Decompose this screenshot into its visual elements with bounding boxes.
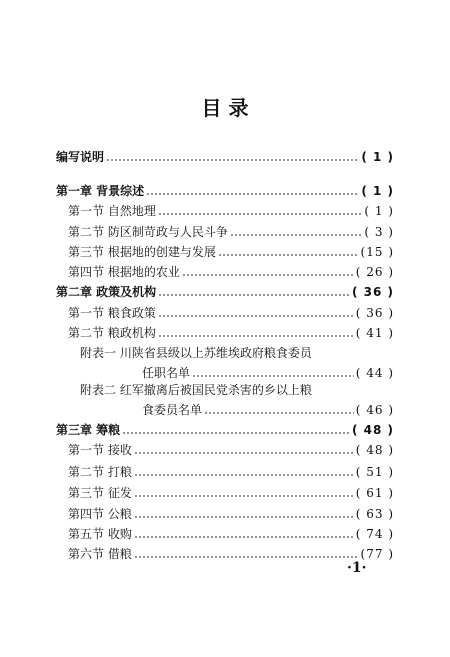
toc-entry-page: ( 1 ) <box>364 204 394 218</box>
toc-entry-section <box>68 265 394 279</box>
toc-entry-label: 第二节 粮政机构 <box>68 326 156 340</box>
leader-dots <box>134 556 359 558</box>
toc-entry-label: 第三章 筹粮 <box>56 423 121 437</box>
toc-entry-appendix-2 <box>142 403 394 417</box>
toc-entry-page: ( 63 ) <box>355 507 394 521</box>
leader-dots <box>122 432 350 434</box>
toc-entry-chapter-3 <box>56 423 394 437</box>
leader-dots <box>204 412 354 414</box>
page-title: 目 录 <box>201 96 249 120</box>
leader-dots <box>146 193 359 195</box>
toc-entry-label: 第一节 接收 <box>68 443 132 457</box>
toc-entry-label: 第四节 根据地的农业 <box>68 265 180 279</box>
toc-entry-section <box>68 225 394 239</box>
leader-dots <box>158 315 354 317</box>
toc-entry-label: 食委员名单 <box>142 403 203 417</box>
leader-dots <box>158 294 350 296</box>
toc-entry-label: 第二节 打粮 <box>68 465 132 479</box>
toc-entry-label: 第二节 防区制苛政与人民斗争 <box>68 225 228 239</box>
toc-appendix-2-line1: 附表二 红军撤离后被国民党杀害的乡以上粮 <box>80 383 312 397</box>
toc-entry-page: ( 36 ) <box>355 306 394 320</box>
toc-entry-page: ( 51 ) <box>355 465 394 479</box>
toc-entry-preface <box>56 150 394 164</box>
toc-entry-section <box>68 443 394 457</box>
toc-entry-section <box>68 326 394 340</box>
leader-dots <box>134 536 354 538</box>
leader-dots <box>218 254 359 256</box>
toc-entry-page: (77 ) <box>360 547 394 561</box>
leader-dots <box>182 274 354 276</box>
toc-entry-page: ( 1 ) <box>361 150 394 164</box>
leader-dots <box>230 234 363 236</box>
leader-dots <box>134 495 354 497</box>
toc-entry-page: ( 26 ) <box>355 265 394 279</box>
leader-dots <box>192 375 354 377</box>
toc-entry-page: ( 74 ) <box>355 527 394 541</box>
toc-entry-page: ( 41 ) <box>355 326 394 340</box>
toc-entry-page: ( 48 ) <box>351 423 394 437</box>
toc-entry-section <box>68 245 394 259</box>
toc-entry-page: (15 ) <box>360 245 394 259</box>
page-number: ·1· <box>347 560 367 576</box>
toc-entry-label: 第五节 收购 <box>68 527 132 541</box>
toc-entry-chapter-2 <box>56 285 394 299</box>
toc-entry-label: 第四节 公粮 <box>68 507 132 521</box>
toc-entry-section <box>68 507 394 521</box>
toc-entry-label: 第三节 征发 <box>68 486 132 500</box>
toc-entry-label: 第二章 政策及机构 <box>56 285 157 299</box>
toc-entry-page: ( 3 ) <box>364 225 394 239</box>
toc-entry-page: ( 36 ) <box>351 285 394 299</box>
toc-entry-label: 第六节 借粮 <box>68 547 132 561</box>
leader-dots <box>106 159 359 161</box>
toc-entry-label: 编写说明 <box>56 150 105 164</box>
toc-entry-label: 第一章 背景综述 <box>56 184 145 198</box>
toc-entry-label: 第一节 粮食政策 <box>68 306 156 320</box>
leader-dots <box>158 335 354 337</box>
toc-entry-label: 第一节 自然地理 <box>68 204 156 218</box>
toc-entry-page: ( 48 ) <box>355 443 394 457</box>
toc-entry-section <box>68 204 394 218</box>
toc-entry-section <box>68 306 394 320</box>
toc-entry-section <box>68 527 394 541</box>
toc-entry-page: ( 46 ) <box>355 403 394 417</box>
toc-entry-page: ( 61 ) <box>355 486 394 500</box>
toc-entry-chapter-1 <box>56 184 394 198</box>
leader-dots <box>134 452 354 454</box>
toc-entry-section <box>68 547 394 561</box>
toc-entry-page: ( 1 ) <box>361 184 394 198</box>
toc-entry-label: 任职名单 <box>142 366 191 380</box>
leader-dots <box>158 213 363 215</box>
toc-appendix-1-line1: 附表一 川陕省县级以上苏维埃政府粮食委员 <box>80 346 312 360</box>
leader-dots <box>134 474 354 476</box>
leader-dots <box>134 516 354 518</box>
toc-entry-label: 第三节 根据地的创建与发展 <box>68 245 216 259</box>
toc-entry-section <box>68 486 394 500</box>
toc-entry-section <box>68 465 394 479</box>
toc-entry-appendix-1 <box>142 366 394 380</box>
toc-entry-page: ( 44 ) <box>355 366 394 380</box>
